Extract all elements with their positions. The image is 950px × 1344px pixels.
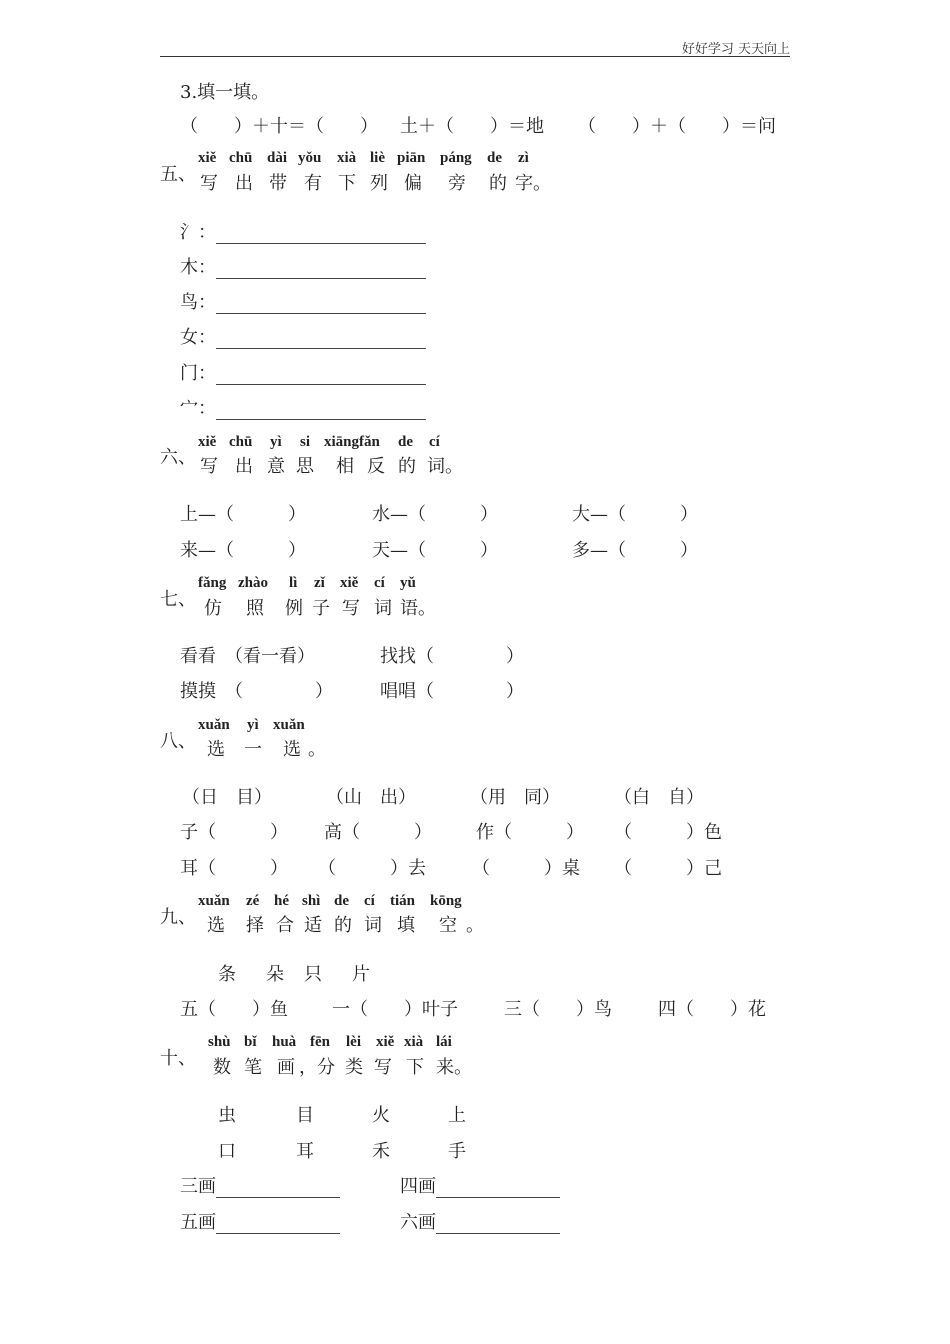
q3-title: 3.填一填。 [180,82,270,103]
choice-group: （山 出） [326,787,416,808]
reduplication-item: 看看 （看一看） [180,646,315,667]
choice-item: （ ）桌 [472,858,580,879]
choice-group: （日 目） [182,787,272,808]
choice-item: 耳（ ） [180,858,288,879]
stroke-row-5: 五画 [180,1208,340,1234]
antonym-item: 水—（ ） [372,504,498,525]
section-10-number: 十、 [160,1048,196,1069]
q3-item-3: （ ）＋（ ）＝问 [578,116,776,137]
section-7-number: 七、 [160,589,196,610]
measure-word-item: 五（ ）鱼 [180,999,288,1020]
section-5-number: 五、 [160,164,196,185]
radical-row-5: 门： [180,359,426,385]
header-divider [160,56,790,57]
header-motto: 好好学习 天天向上 [681,42,790,57]
choice-item: （ ）色 [614,822,722,843]
answer-line[interactable] [436,1177,560,1198]
measure-word-item: 三（ ）鸟 [504,999,612,1020]
antonym-item: 上—（ ） [180,504,306,525]
choice-item: 高（ ） [324,822,432,843]
radical-row-6: 宀： [180,394,426,420]
antonym-item: 大—（ ） [572,504,698,525]
radical-row-3: 鸟： [180,288,426,314]
measure-word-item: 四（ ）花 [658,999,766,1020]
answer-line[interactable] [216,1177,340,1198]
choice-group: （用 同） [470,787,560,808]
q3-item-1: （ ）＋十＝（ ） [180,116,378,137]
answer-line[interactable] [216,328,426,349]
stroke-row-6: 六画 [400,1208,560,1234]
q3-item-2: 土＋（ ）＝地 [400,116,544,137]
section-6-number: 六、 [160,447,196,468]
choice-group: （白 自） [614,787,704,808]
answer-line[interactable] [216,399,426,420]
antonym-item: 多—（ ） [572,540,698,561]
answer-line[interactable] [216,1213,340,1234]
answer-line[interactable] [216,293,426,314]
antonym-item: 天—（ ） [372,540,498,561]
answer-line[interactable] [216,223,426,244]
choice-item: 子（ ） [180,822,288,843]
section-8-number: 八、 [160,731,196,752]
radical-row-2: 木： [180,253,426,279]
radical-row-1: 氵： [180,218,426,244]
antonym-item: 来—（ ） [180,540,306,561]
reduplication-item: 唱唱（ ） [380,681,524,702]
answer-line[interactable] [216,258,426,279]
answer-line[interactable] [216,364,426,385]
stroke-row-3: 三画 [180,1172,340,1198]
section-9-number: 九、 [160,907,196,928]
choice-item: （ ）去 [318,858,426,879]
stroke-row-4: 四画 [400,1172,560,1198]
reduplication-item: 摸摸 （ ） [180,681,333,702]
choice-item: （ ）己 [614,858,722,879]
reduplication-item: 找找（ ） [380,646,524,667]
answer-line[interactable] [436,1213,560,1234]
choice-item: 作（ ） [476,822,584,843]
radical-row-4: 女： [180,323,426,349]
measure-word-item: 一（ ）叶子 [332,999,458,1020]
